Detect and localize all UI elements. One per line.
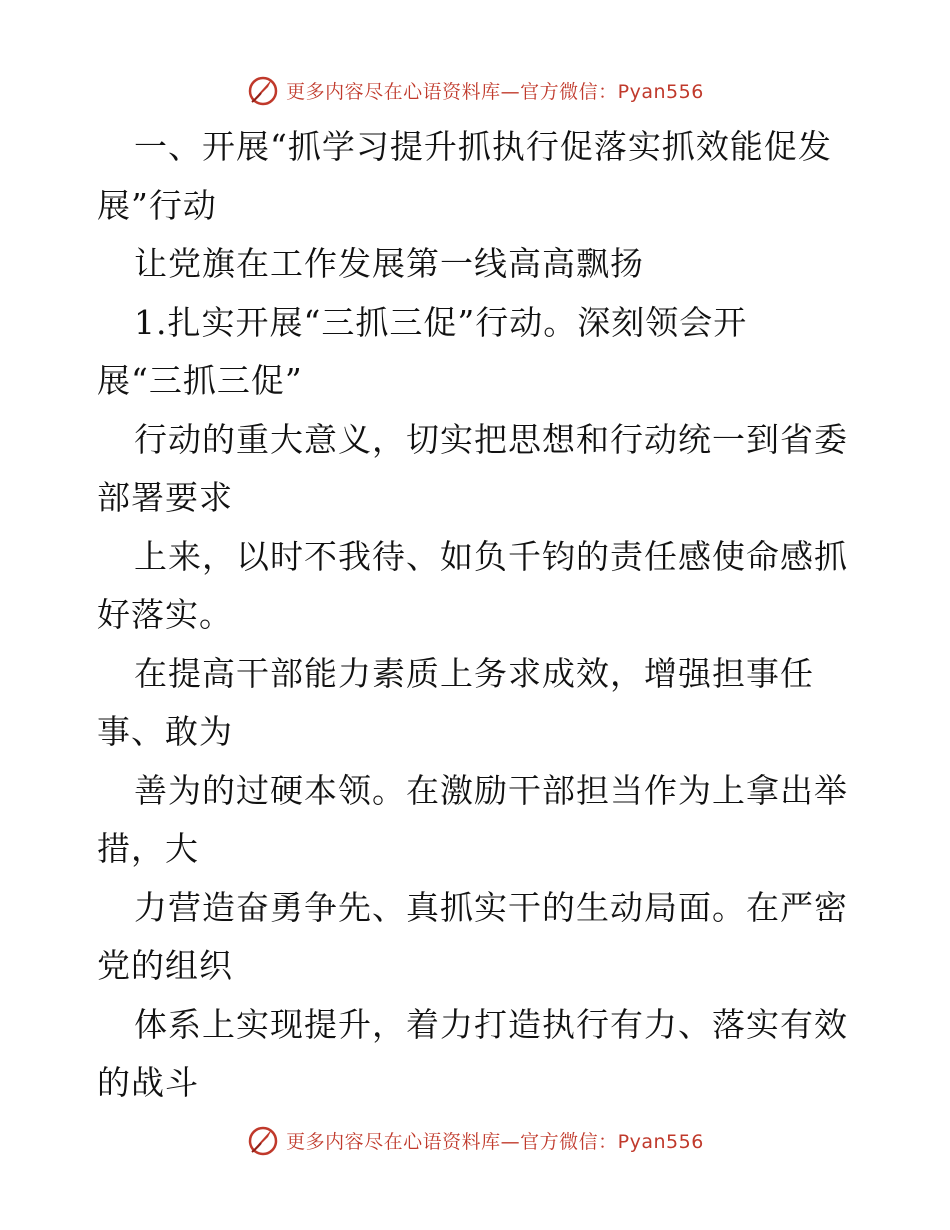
body-line: 善为的过硬本领。在激励干部担当作为上拿出举 [134,770,848,810]
body-line: 措，大 [97,829,199,868]
quill-pen-logo-icon [246,1123,280,1157]
footer-banner-text: 更多内容尽在心语资料库—官方微信：Pyan556 [286,1130,704,1153]
body-line: 的战斗 [97,1063,199,1102]
body-line: 事、敢为 [97,712,233,751]
header-banner [0,70,950,110]
body-line: 1.扎实开展“三抓三促”行动。深刻领会开 [134,302,748,342]
body-line: 力营造奋勇争先、真抓实干的生动局面。在严密 [134,887,848,927]
body-line: 展”行动 [97,185,217,225]
body-line: 让党旗在工作发展第一线高高飘扬 [134,244,644,283]
body-line: 党的组织 [97,946,233,985]
footer-banner [0,1120,950,1160]
document-body [97,118,857,1113]
body-line: 上来，以时不我待、如负千钧的责任感使命感抓 [134,536,848,576]
body-line: 体系上实现提升，着力打造执行有力、落实有效 [134,1004,848,1044]
body-line: 好落实。 [97,595,233,634]
body-line: 在提高干部能力素质上务求成效，增强担事任 [134,653,814,693]
wechat-id: Pyan556 [617,80,704,103]
quill-pen-logo-icon [246,73,280,107]
body-line: 展“三抓三促” [97,361,303,400]
body-line: 一、开展“抓学习提升抓执行促落实抓效能促发 [134,127,832,166]
header-banner-text: 更多内容尽在心语资料库—官方微信：Pyan556 [286,80,704,103]
wechat-id: Pyan556 [617,1130,704,1153]
body-line: 部署要求 [97,478,233,517]
body-line: 行动的重大意义，切实把思想和行动统一到省委 [134,419,848,459]
